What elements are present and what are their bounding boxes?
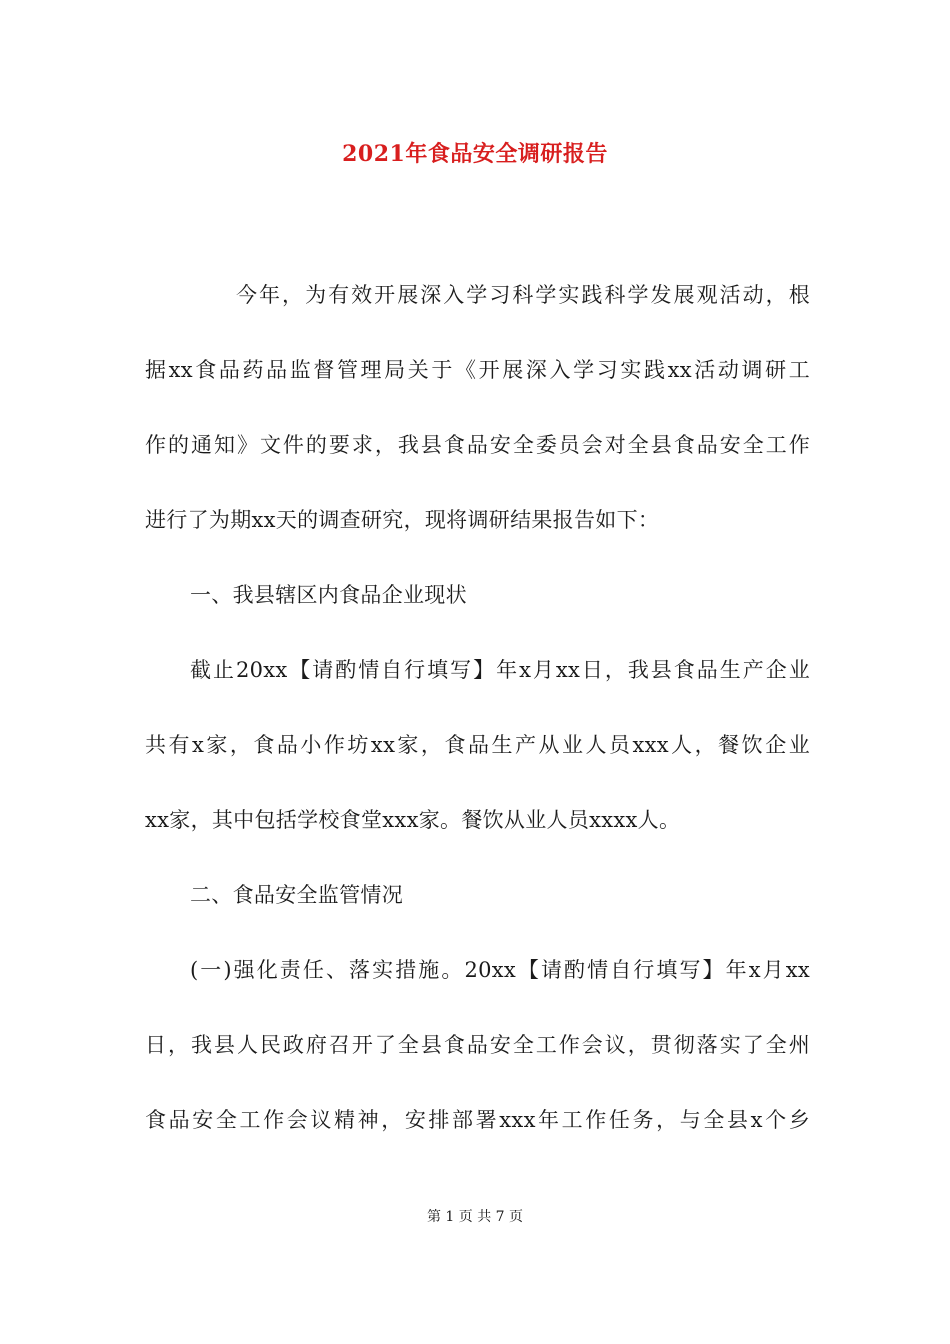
section-heading-2: 二、食品安全监管情况 xyxy=(190,883,403,907)
document-title: 2021年食品安全调研报告 xyxy=(342,141,608,167)
section-heading-1: 一、我县辖区内食品企业现状 xyxy=(190,583,467,607)
paragraph-line-9: 日，我县人民政府召开了全县食品安全工作会议，贯彻落实了全州 xyxy=(145,1033,810,1057)
paragraph-line-6: 共有x家，食品小作坊xx家，食品生产从业人员xxx人，餐饮企业 xyxy=(145,733,810,757)
paragraph-line-3: 作的通知》文件的要求，我县食品安全委员会对全县食品安全工作 xyxy=(145,433,810,457)
paragraph-line-5: 截止20xx【请酌情自行填写】年x月xx日，我县食品生产企业 xyxy=(190,658,810,682)
paragraph-line-8: (一)强化责任、落实措施。20xx【请酌情自行填写】年x月xx xyxy=(190,958,810,982)
paragraph-line-10: 食品安全工作会议精神，安排部署xxx年工作任务，与全县x个乡 xyxy=(145,1108,810,1132)
page-footer: 第 1 页 共 7 页 xyxy=(426,1209,524,1225)
paragraph-line-2: 据xx食品药品监督管理局关于《开展深入学习实践xx活动调研工 xyxy=(145,358,810,382)
paragraph-line-4: 进行了为期xx天的调查研究，现将调研结果报告如下： xyxy=(145,508,660,532)
paragraph-line-7: xx家，其中包括学校食堂xxx家。餐饮从业人员xxxx人。 xyxy=(145,808,681,832)
paragraph-line-1: 今年，为有效开展深入学习科学实践科学发展观活动，根 xyxy=(236,283,810,307)
